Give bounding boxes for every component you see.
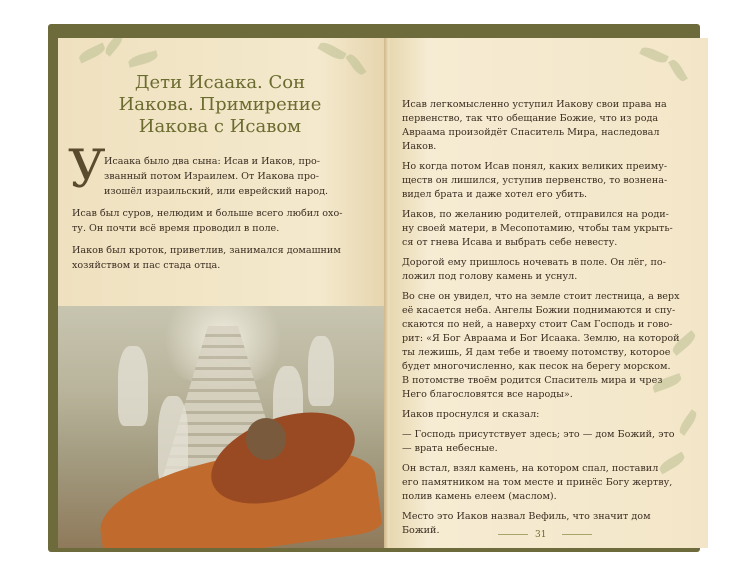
leaf-decoration [77,43,107,64]
text-line: Он встал, взял камень, на котором спал, поставил [402,463,659,474]
text-line: его памятником на том месте и принёс Богу жертву, [402,477,673,488]
chapter-title [70,72,370,138]
right-page [390,38,708,548]
leaf-decoration [103,38,125,57]
text-line: Место это Иаков назвал Вефиль, что значит дом Божий. [402,511,651,536]
text-line: Исав был суров, нелюдим и больше всего любил охо- [72,208,343,219]
drop-cap: У [68,140,106,200]
text-line: Него благословятся все народы». [402,389,573,400]
text-line: Иаков проснулся и сказал: [402,409,540,420]
page-number-ornament [498,534,528,535]
leaf-decoration [668,58,688,83]
text-line: — Господь присутствует здесь; это — дом Божий, это [402,429,675,440]
leaf-decoration [317,40,346,63]
text-line: её касается неба. Ангелы Божии поднимаются и спу- [402,305,676,316]
chapter-title-line: Дети Исаака. Сон [134,72,306,93]
text-line: Исаака было два сына: Исав и Иаков, про- [104,156,321,167]
text-line: рит: «Я Бог Авраама и Бог Исаака. Землю, на которой [402,333,680,344]
text-line: первенство, так что обещание Божие, что из рода [402,113,659,124]
text-line: хозяйством и пас стада отца. [72,260,221,271]
text-line: — врата небесные. [402,443,498,454]
angel-figure [308,336,334,406]
leaf-decoration [127,50,159,67]
text-line: Авраама произойдёт Спаситель Мира, наследовал [402,127,660,138]
chapter-title-line: Иакова с Исавом [138,116,302,137]
sleeping-jacob-head [246,418,286,460]
text-line: Иаков был кроток, приветлив, занимался домашним [72,245,341,256]
text-line: полив камень елеем (маслом). [402,491,557,502]
text-line: будет многочисленно, как песок на берегу морском. [402,361,671,372]
chapter-title-line: Иакова. Примирение [118,94,322,115]
left-page [58,38,386,548]
page-number: 31 [535,530,547,540]
text-line: ту. Он почти всё время проводил в поле. [72,223,280,234]
text-line: Иаков. [402,141,437,152]
text-line: ложил под голову камень и уснул. [402,271,578,282]
text-line: Исав легкомысленно уступил Иакову свои права на [402,99,667,110]
leaf-decoration [639,45,669,66]
jacobs-ladder-illustration [58,306,386,548]
text-line: ну своей матери, в Месопотамию, чтобы там укрыть- [402,223,673,234]
text-line: званный потом Израилем. От Иакова про- [104,171,319,182]
text-line: изошёл израильский, или еврейский народ. [104,186,329,197]
text-line: скаются по ней, а наверху стоит Сам Господь и гово- [402,319,673,330]
text-line: Но когда потом Исав понял, каких великих преиму- [402,161,668,172]
text-line: Иаков, по желанию родителей, отправился на роди- [402,209,669,220]
angel-figure [118,346,148,426]
text-line: ты лежишь, Я дам тебе и твоему потомству, которое [402,347,671,358]
text-line: ся от гнева Исава и выбрать себе невесту. [402,237,618,248]
text-line: Дорогой ему пришлось ночевать в поле. Он лёг, по- [402,257,666,268]
text-line: ществ он лишился, уступив первенство, то вознена- [402,175,668,186]
text-line: видел брата и даже хотел его убить. [402,189,588,200]
text-line: В потомстве твоём родится Спаситель мира и чрез [402,375,663,386]
page-number-ornament [562,534,592,535]
open-book [40,18,715,558]
text-line: Во сне он увидел, что на земле стоит лестница, а верх [402,291,680,302]
